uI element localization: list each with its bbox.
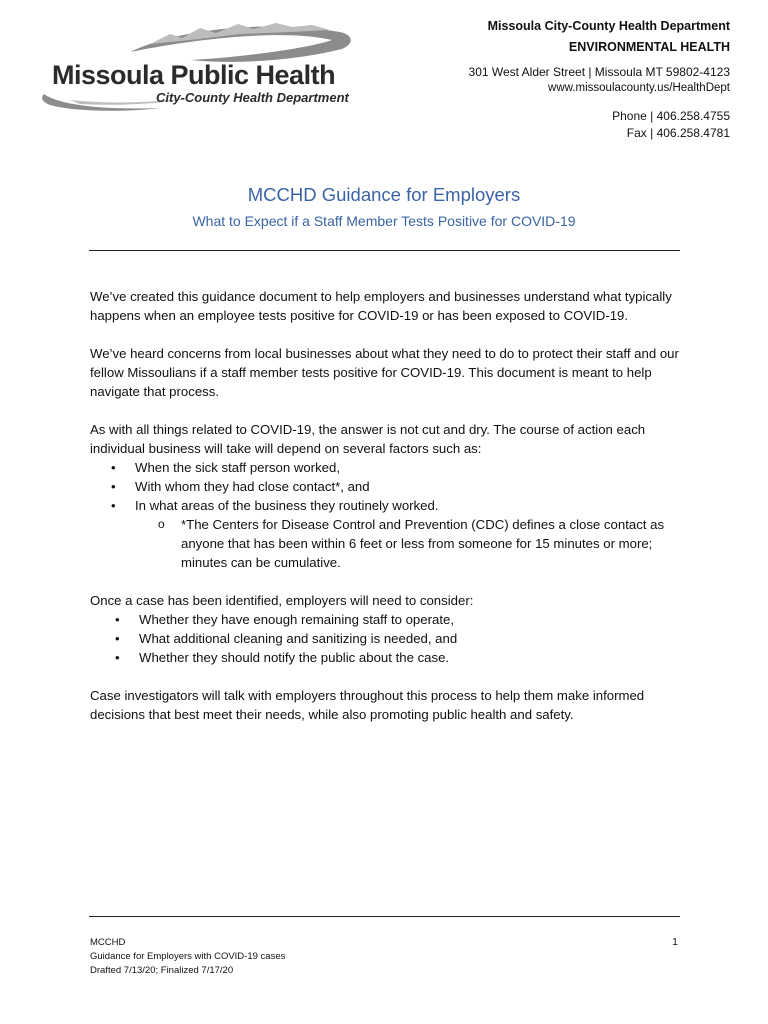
document-title: MCCHD Guidance for Employers — [247, 184, 521, 205]
phone-number: Phone | 406.258.4755 — [612, 109, 730, 123]
document-body — [90, 287, 682, 743]
list-item: • When the sick staff person worked, — [90, 458, 682, 477]
factors-list — [90, 458, 682, 515]
department-name: ENVIRONMENTAL HEALTH — [568, 40, 730, 54]
concerns-paragraph: We’ve heard concerns from local businesses about what they need to do to protect their staff and our fellow Missoulians if a staff member tests positive for COVID-19. This document is meant to help navigate that process. — [90, 346, 679, 399]
list-item: • Whether they should notify the public about the case. — [90, 648, 682, 667]
footer — [90, 936, 285, 978]
document-subtitle: What to Expect if a Staff Member Tests Positive for COVID-19 — [192, 213, 576, 229]
footer-org: MCCHD — [90, 937, 126, 948]
organization-name: Missoula City-County Health Department — [487, 19, 730, 33]
logo-name: Missoula Public Health — [52, 60, 336, 90]
logo-subtitle: City-County Health Department — [156, 90, 349, 105]
close-contact-footnote: o *The Centers for Disease Control and Prevention (CDC) defines a close contact as anyone that has been within 6 feet or less from someone for 15 minutes or more; minutes can be cumulative. — [90, 515, 682, 572]
footer-dates: Drafted 7/13/20; Finalized 7/17/20 — [90, 965, 234, 976]
website-url: www.missoulacounty.us/HealthDept — [548, 82, 730, 94]
footer-doc-title: Guidance for Employers with COVID-19 cases — [90, 951, 286, 962]
considerations-list — [90, 610, 682, 667]
page-number: 1 — [672, 936, 678, 948]
intro-paragraph: We’ve created this guidance document to help employers and businesses understand what typically happens when an employee tests positive for COVID-19 or has been exposed to COVID-19. — [90, 289, 672, 323]
considerations-paragraph: Once a case has been identified, employers will need to consider: — [90, 593, 474, 608]
street-address: 301 West Alder Street | Missoula MT 59802-4123 — [468, 65, 730, 79]
list-item: • What additional cleaning and sanitizing is needed, and — [90, 629, 682, 648]
factors-paragraph: As with all things related to COVID-19, the answer is not cut and dry. The course of action each individual business will take will depend on several factors such as: — [90, 422, 646, 456]
fax-number: Fax | 406.258.4781 — [626, 126, 730, 140]
footer-divider — [89, 916, 680, 917]
missoula-public-health-logo — [40, 14, 360, 114]
header-divider — [89, 250, 680, 251]
contact-header — [469, 17, 730, 142]
closing-paragraph: Case investigators will talk with employers throughout this process to help them make informed decisions that best meet their needs, while also promoting public health and safety. — [90, 688, 645, 722]
list-item: • Whether they have enough remaining staff to operate, — [90, 610, 682, 629]
list-item: • With whom they had close contact*, and — [90, 477, 682, 496]
close-contact-definition-list — [90, 515, 682, 572]
list-item: • In what areas of the business they routinely worked. — [90, 496, 682, 515]
